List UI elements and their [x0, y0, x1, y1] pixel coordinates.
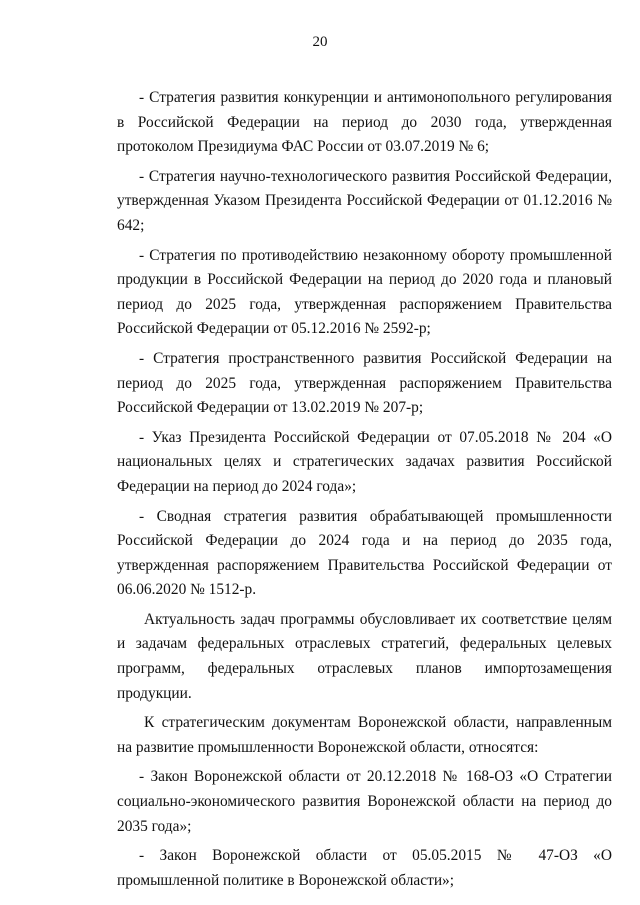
paragraph-spatial-strategy: - Стратегия пространственного развития Российской Федерации на период до 2025 года, утвержденная распоряжением Правительства Российской Федерации от 13.02.2019 № 207-р; [117, 349, 612, 417]
paragraph-illegal-turnover-strategy: - Стратегия по противодействию незаконному обороту промышленной продукции в Российской Федерации на период до 2020 года и плановый период до 2025 года, утвержденная распоряжением Правительства Российской Федерации от 05.12.2016 № 2592-р; [117, 246, 612, 338]
paragraph-manufacturing-strategy: - Сводная стратегия развития обрабатывающей промышленности Российской Федерации до 2024 года и на период до 2035 года, утвержденная распоряжением Правительства Российской Федерации от 06.06.2020 № 1512-р. [117, 507, 612, 599]
paragraph-competition-strategy: - Стратегия развития конкуренции и антимонопольного регулирования в Российской Федерации на период до 2030 года, утвержденная протоколом Президиума ФАС России от 03.07.2019 № 6; [117, 89, 612, 156]
paragraph-regional-documents: К стратегическим документам Воронежской области, направленным на развитие промышленности Воронежской области, относятся: [117, 714, 612, 756]
paragraph-regional-strategy-law: - Закон Воронежской области от 20.12.2018 № 168-ОЗ «О Стратегии социально-экономического развития Воронежской области на период до 2035 года»; [117, 768, 612, 835]
paragraph-presidential-decree: - Указ Президента Российской Федерации от 07.05.2018 № 204 «О национальных целях и стратегических задачах развития Российской Федерации на период до 2024 года»; [117, 428, 612, 495]
paragraph-scientific-strategy: - Стратегия научно-технологического развития Российской Федерации, утвержденная Указом Президента Российской Федерации от 01.12.2016 № 642; [117, 167, 612, 234]
document-body [117, 86, 612, 898]
paragraph-industrial-policy-law: - Закон Воронежской области от 05.05.2015 № 47-ОЗ «О промышленной политике в Воронежской области»; [117, 847, 612, 889]
page-number: 20 [312, 34, 328, 50]
paragraph-relevance: Актуальность задач программы обусловливает их соответствие целям и задачам федеральных отраслевых стратегий, федеральных целевых программ, федеральных отраслевых планов импортозамещения продукции. [117, 610, 612, 702]
